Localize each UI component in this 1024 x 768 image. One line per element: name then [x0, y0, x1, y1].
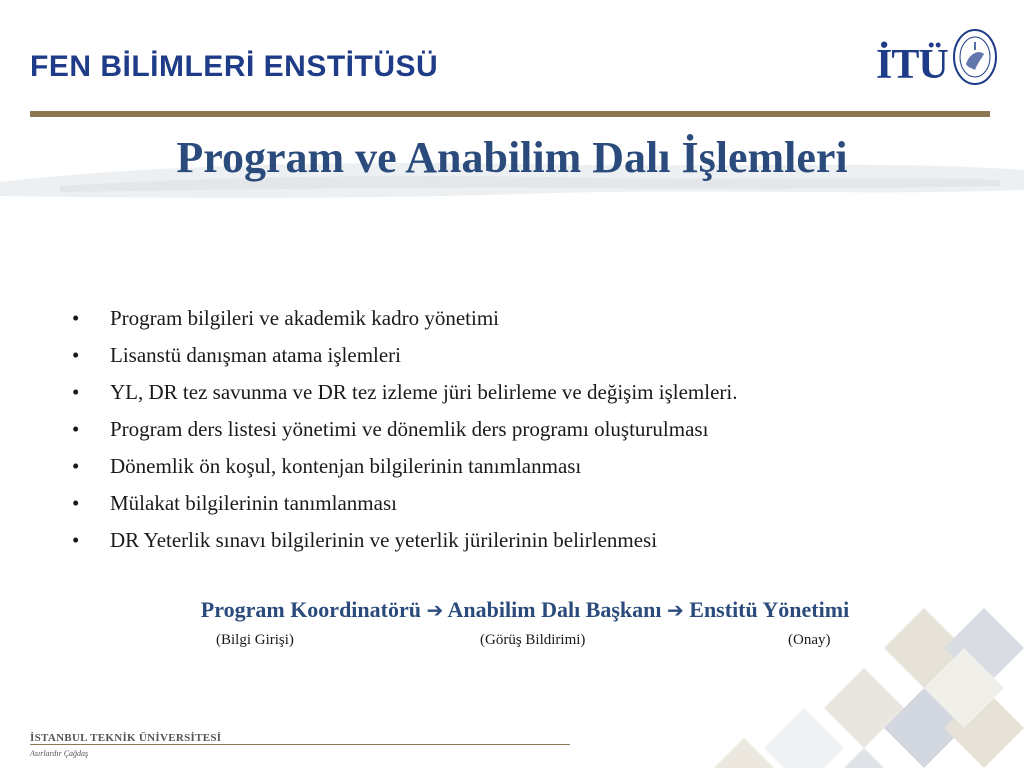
bullet-icon: •	[72, 528, 80, 552]
list-item	[72, 300, 737, 337]
workflow-step-department-head: Anabilim Dalı Başkanı	[447, 597, 662, 622]
workflow-note-opinion: (Görüş Bildirimi)	[480, 632, 586, 648]
bullet-text: Program ders listesi yönetimi ve dönemlik ders programı oluşturulması	[110, 417, 709, 441]
arrow-right-icon: ➔	[667, 598, 684, 622]
workflow-note-data-entry: (Bilgi Girişi)	[216, 632, 294, 648]
list-item	[72, 337, 737, 374]
itu-logo-text: İTÜ	[876, 42, 948, 88]
itu-logo	[876, 28, 996, 98]
bullet-icon: •	[72, 380, 80, 404]
bullet-text: Lisanstü danışman atama işlemleri	[110, 343, 402, 367]
list-item	[72, 485, 737, 522]
itu-seal-icon	[952, 28, 998, 86]
bullet-text: YL, DR tez savunma ve DR tez izleme jüri belirleme ve değişim işlemleri.	[110, 380, 738, 404]
list-item	[72, 411, 737, 448]
list-item	[72, 448, 737, 485]
bullet-text: Dönemlik ön koşul, kontenjan bilgilerinin tanımlanması	[110, 454, 582, 478]
footer-divider	[30, 744, 570, 745]
diamond-pattern-decoration	[564, 608, 1024, 768]
institute-title: FEN BİLİMLERİ ENSTİTÜSÜ	[30, 50, 439, 83]
bullet-icon: •	[72, 343, 80, 367]
bullet-icon: •	[72, 417, 80, 441]
bullet-text: DR Yeterlik sınavı bilgilerinin ve yeterlik jürilerinin belirlenmesi	[110, 528, 658, 552]
footer-university-name: İSTANBUL TEKNİK ÜNİVERSİTESİ	[30, 732, 222, 744]
list-item	[72, 522, 737, 559]
list-item	[72, 374, 737, 411]
footer-motto: Asırlardır Çağdaş	[30, 749, 89, 758]
bullet-icon: •	[72, 306, 80, 330]
arrow-right-icon: ➔	[426, 598, 444, 622]
bullet-text: Mülakat bilgilerinin tanımlanması	[110, 491, 397, 515]
bullet-text: Program bilgileri ve akademik kadro yönetimi	[110, 306, 499, 330]
workflow-step-institute: Enstitü Yönetimi	[689, 597, 850, 622]
slide-title: Program ve Anabilim Dalı İşlemleri	[176, 133, 848, 182]
workflow-step-coordinator: Program Koordinatörü	[200, 597, 421, 622]
bullet-list	[72, 300, 737, 559]
bullet-icon: •	[72, 491, 80, 515]
header-divider	[30, 111, 990, 117]
bullet-icon: •	[72, 454, 80, 478]
workflow-note-approval: (Onay)	[788, 632, 831, 648]
